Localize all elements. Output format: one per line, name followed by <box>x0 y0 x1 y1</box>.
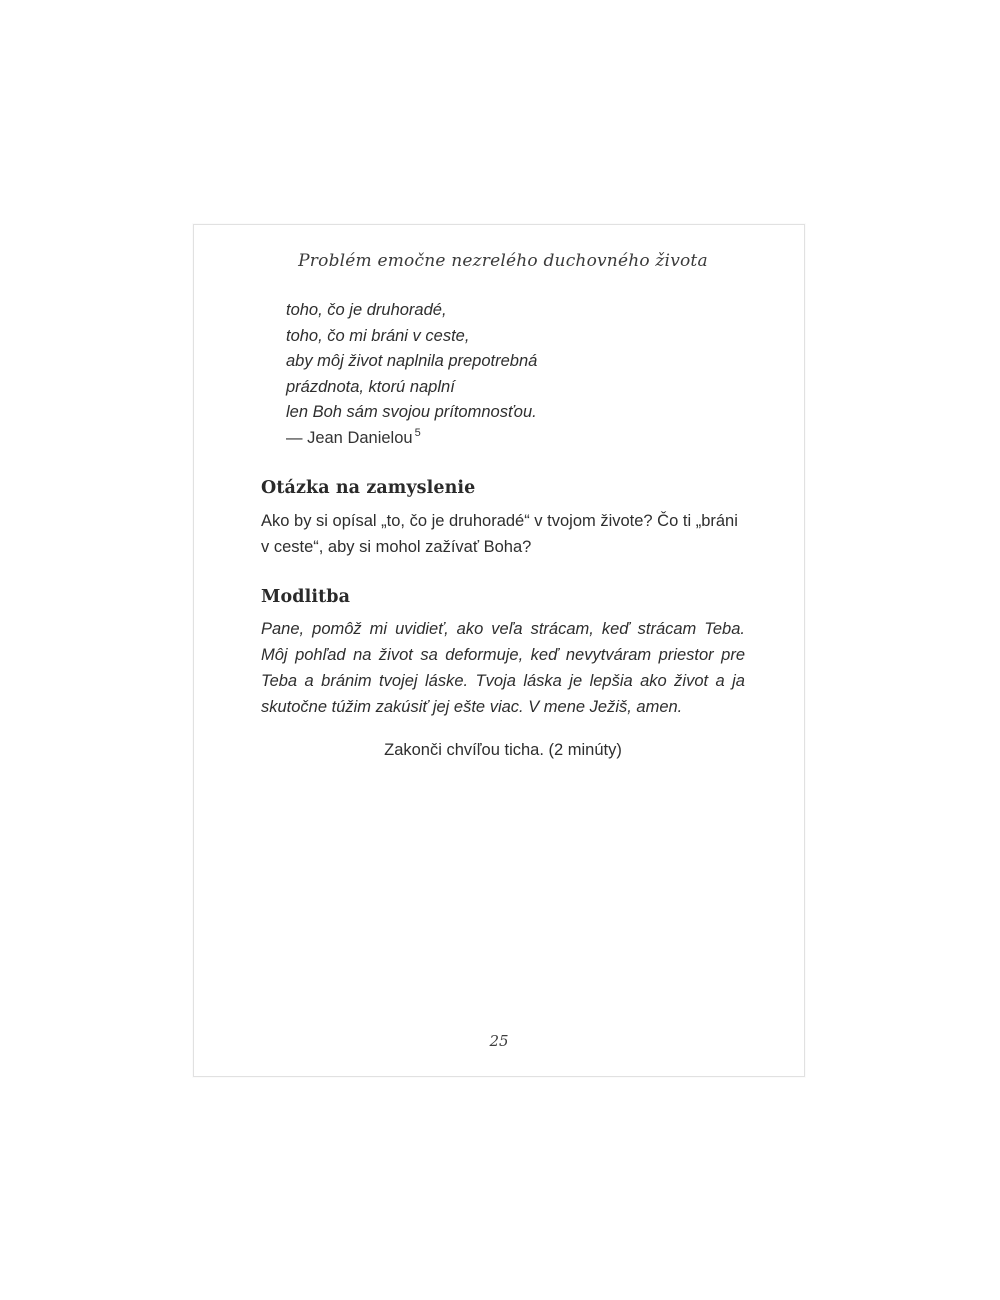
poem-line: prázdnota, ktorú naplní <box>286 377 455 396</box>
section-heading-question: Otázka na zamyslenie <box>261 478 476 498</box>
poem-line: aby môj život naplnila prepotrebná <box>286 352 538 370</box>
footnote-reference: 5 <box>414 427 421 439</box>
poem <box>286 298 745 451</box>
question-text: Ako by si opísal „to, čo je druhoradé“ v tvojom živote? Čo ti „bráni v ceste“, aby si mohol zažívať Boha? <box>261 512 738 556</box>
page-number: 25 <box>489 1032 509 1050</box>
closing-instruction: Zakonči chvíľou ticha. (2 minúty) <box>384 741 622 759</box>
prayer-text: Pane, pomôž mi uvidieť, ako veľa strácam, keď strácam Teba. Môj pohľad na život sa deformuje, keď nevytváram priestor pre Teba a bránim tvojej láske. Tvoja láska je lepšia ako život a ja skutočne túžim zakúsiť jej ešte viac. V mene Ježiš, amen. <box>261 620 745 716</box>
poem-line: toho, čo je druhoradé, <box>286 301 447 319</box>
attribution-text: — Jean Danielou <box>286 428 413 447</box>
book-page <box>193 224 805 1077</box>
poem-line: toho, čo mi bráni v ceste, <box>286 326 470 345</box>
poem-line: len Boh sám svojou prítomnosťou. <box>286 403 537 421</box>
page-content <box>261 250 745 761</box>
section-heading-prayer: Modlitba <box>261 587 351 607</box>
running-head: Problém emočne nezrelého duchovného života <box>298 251 708 271</box>
poem-attribution <box>286 426 745 452</box>
